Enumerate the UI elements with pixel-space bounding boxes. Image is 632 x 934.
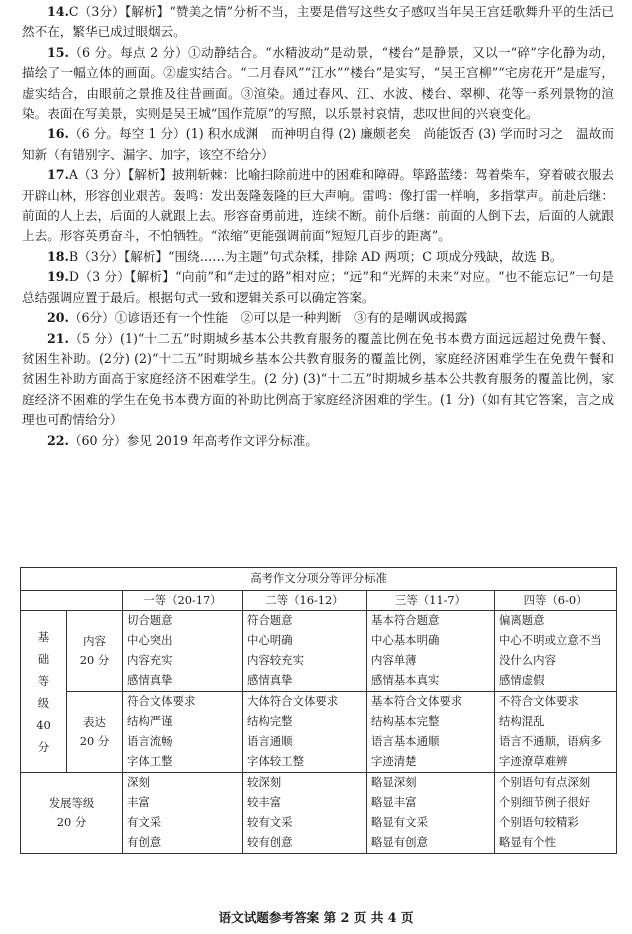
answer-14: 14.C（3分）【解析】“赞美之情”分析不当，主要是借写这些女子感叹当年吴王宫廷歌舞升平的生活已然不在，繁华已成过眼烟云。: [22, 4, 614, 40]
rubric-cell: 符合题意 中心明确 内容较充实 感情真挚: [243, 611, 367, 692]
rubric-content-row: [21, 611, 617, 692]
basic-level-label: 基 础 等 级 40 分: [21, 611, 67, 773]
rubric-cell: 较深刻 较丰富 较有文采 较有创意: [243, 773, 367, 854]
rubric-cell: 略显深刻 略显丰富 略显有文采 略显有创意: [367, 773, 495, 854]
answer-18: 18.B（3分）【解析】“围绕……为主题”句式杂糅，排除 AD 两项；C 项成分残缺，故选 B。: [47, 248, 563, 264]
rubric-cell: 基本符合文体要求 结构基本完整 语言基本通顺 字迹清楚: [367, 692, 495, 773]
answer-21: 21.（5 分）(1)“十二五”时期城乡基本公共教育服务的覆盖比例在免书本费方面远远超过免费午餐、贫困生补助。(2分) (2)“十二五”时期城乡基本公共教育服务的覆盖比例，家庭经济困难学生在免费午餐和贫困生补助方面高于家庭经济不困难学生。(2 分) (3)“十二五”时期城乡基本公共教育服务的覆盖比例，家庭经济不困难的学生在免书本费方面的补助比例高于家庭经济困难的学生。(1 分)（如有其它答案，言之成理也可酌情给分）: [22, 330, 614, 428]
grade-header: 一等（20-17）: [123, 590, 243, 611]
rubric-grade-header-row: [21, 590, 617, 611]
answer-17: 17.A（3 分）【解析】披荆斩棘：比喻扫除前进中的困难和障碍。筚路蓝缕：驾着柴车，穿着破衣服去开辟山林，形容创业艰苦。轰鸣：发出轰隆轰隆的巨大声响。雷鸣：像打雷一样响，多指掌声。前赴后继：前面的人上去，后面的人就跟上去。形容奋勇前进，连续不断。前仆后继：前面的人倒下去，后面的人就跟上去。形容英勇奋斗，不怕牺牲。“浓缩”更能强调前面“短短几百步的距离”。: [22, 167, 614, 244]
grade-header: 四等（6-0）: [495, 590, 617, 611]
answer-text: [22, 2, 614, 451]
development-label: 发展等级 20 分: [21, 773, 123, 854]
rubric-development-row: [21, 773, 617, 854]
content-label: 内容 20 分: [67, 611, 123, 692]
rubric-title: 高考作文分项分等评分标准: [21, 568, 617, 591]
answer-16: 16.（6 分。每空 1 分）(1) 积水成渊 而神明自得 (2) 廉颇老矣 尚能饭否 (3) 学而时习之 温故而知新（有错别字、漏字、加字，该空不给分）: [22, 126, 614, 162]
answer-19: 19.D（3 分）【解析】“向前”和“走过的路”相对应；“远”和“光辉的未来”对应。“也不能忘记”一句是总结强调应置于最后。根据句式一致和逻辑关系可以确定答案。: [22, 269, 614, 305]
answer-20: 20.（6分）①谚语还有一个性能 ②可以是一种判断 ③有的是嘲讽或揭露: [47, 310, 468, 326]
rubric-cell: 不符合文体要求 结构混乱 语言不通顺，语病多 字迹潦草难辨: [495, 692, 617, 773]
rubric-expression-row: [21, 692, 617, 773]
rubric-cell: 大体符合文体要求 结构完整 语言通顺 字体较工整: [243, 692, 367, 773]
rubric-title-row: [21, 568, 617, 591]
answer-22: 22.（60 分）参见 2019 年高考作文评分标准。: [47, 432, 318, 448]
expression-label: 表达 20 分: [67, 692, 123, 773]
rubric-cell: 偏离题意 中心不明或立意不当 没什么内容 感情虚假: [495, 611, 617, 692]
rubric-cell: 深刻 丰富 有文采 有创意: [123, 773, 243, 854]
rubric-cell: 基本符合题意 中心基本明确 内容单薄 感情基本真实: [367, 611, 495, 692]
rubric-cell: 个别语句有点深刻 个别细节例子很好 个别语句较精彩 略显有个性: [495, 773, 617, 854]
grade-header: 二等（16-12）: [243, 590, 367, 611]
scoring-rubric-table: [20, 567, 617, 854]
rubric-cell: 切合题意 中心突出 内容充实 感情真挚: [123, 611, 243, 692]
rubric-cell: 符合文体要求 结构严谨 语言流畅 字体工整: [123, 692, 243, 773]
grade-header: 三等（11-7）: [367, 590, 495, 611]
answer-15: 15.（6 分。每点 2 分）①动静结合。“水精波动”是动景，“楼台”是静景，又以一“碎”字化静为动，描绘了一幅立体的画面。②虚实结合。“二月春风”“江水”“楼台”是实写，“吴王宫柳”“宅房花开”是虚写，虚实结合，由眼前之景推及往昔画面。③渲染。通过春风、江、水波、楼台、翠柳、花等一系列景物的渲染。表面在写美景，实则是吴王城“国作荒原”的写照，以乐景衬哀情，悲叹世间的兴衰变化。: [22, 44, 614, 122]
page-footer: 语文试题参考答案 第 2 页 共 4 页: [218, 910, 414, 925]
